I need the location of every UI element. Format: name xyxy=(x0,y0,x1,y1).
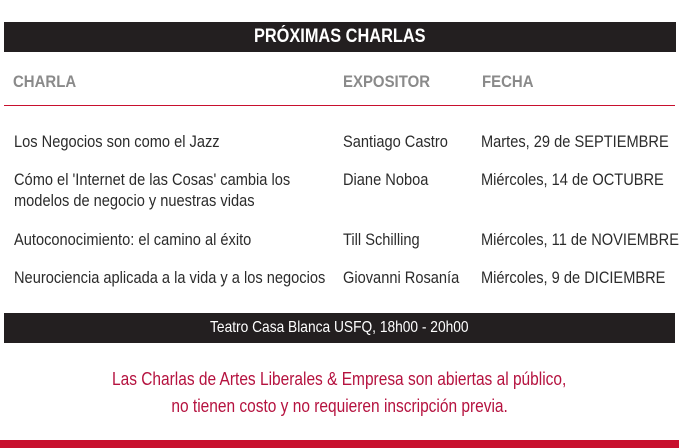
table-header xyxy=(0,72,679,98)
note-text: no tienen costo y no requieren inscripción previa. xyxy=(171,396,508,416)
speaker-name: Giovanni Rosanía xyxy=(343,268,460,287)
talk-date: Miércoles, 14 de OCTUBRE xyxy=(481,170,664,189)
column-header-charla: CHARLA xyxy=(13,72,77,91)
header-divider xyxy=(4,105,675,106)
speaker-name: Diane Noboa xyxy=(343,170,429,189)
talk-date: Miércoles, 11 de NOVIEMBRE xyxy=(481,230,679,249)
talk-title xyxy=(14,267,325,288)
title-bar xyxy=(4,22,676,52)
page-title: PRÓXIMAS CHARLAS xyxy=(254,26,426,47)
column-header-expositor: EXPOSITOR xyxy=(343,72,431,91)
talk-title-line: Neurociencia aplicada a la vida y a los negocios xyxy=(14,268,326,287)
speaker-name: Till Schilling xyxy=(343,230,420,249)
note-line-2 xyxy=(0,393,679,420)
talk-title xyxy=(14,169,290,211)
talk-title-line: Los Negocios son como el Jazz xyxy=(14,132,220,151)
speaker-name: Santiago Castro xyxy=(343,132,448,151)
note-line-1 xyxy=(0,366,679,393)
talk-title xyxy=(14,229,251,250)
bottom-rule xyxy=(0,440,679,448)
venue-bar xyxy=(4,313,675,343)
talk-title-line: modelos de negocio y nuestras vidas xyxy=(14,191,255,210)
talk-title-line: Cómo el 'Internet de las Cosas' cambia los xyxy=(14,170,291,189)
talk-date: Martes, 29 de SEPTIEMBRE xyxy=(481,132,669,151)
talk-title-line: Autoconocimiento: el camino al éxito xyxy=(14,230,252,249)
note-text: Las Charlas de Artes Liberales & Empresa son abiertas al público, xyxy=(112,369,567,389)
talk-date: Miércoles, 9 de DICIEMBRE xyxy=(481,268,666,287)
talk-title xyxy=(14,131,220,152)
column-header-fecha: FECHA xyxy=(482,72,534,91)
venue-text: Teatro Casa Blanca USFQ, 18h00 - 20h00 xyxy=(210,319,469,336)
